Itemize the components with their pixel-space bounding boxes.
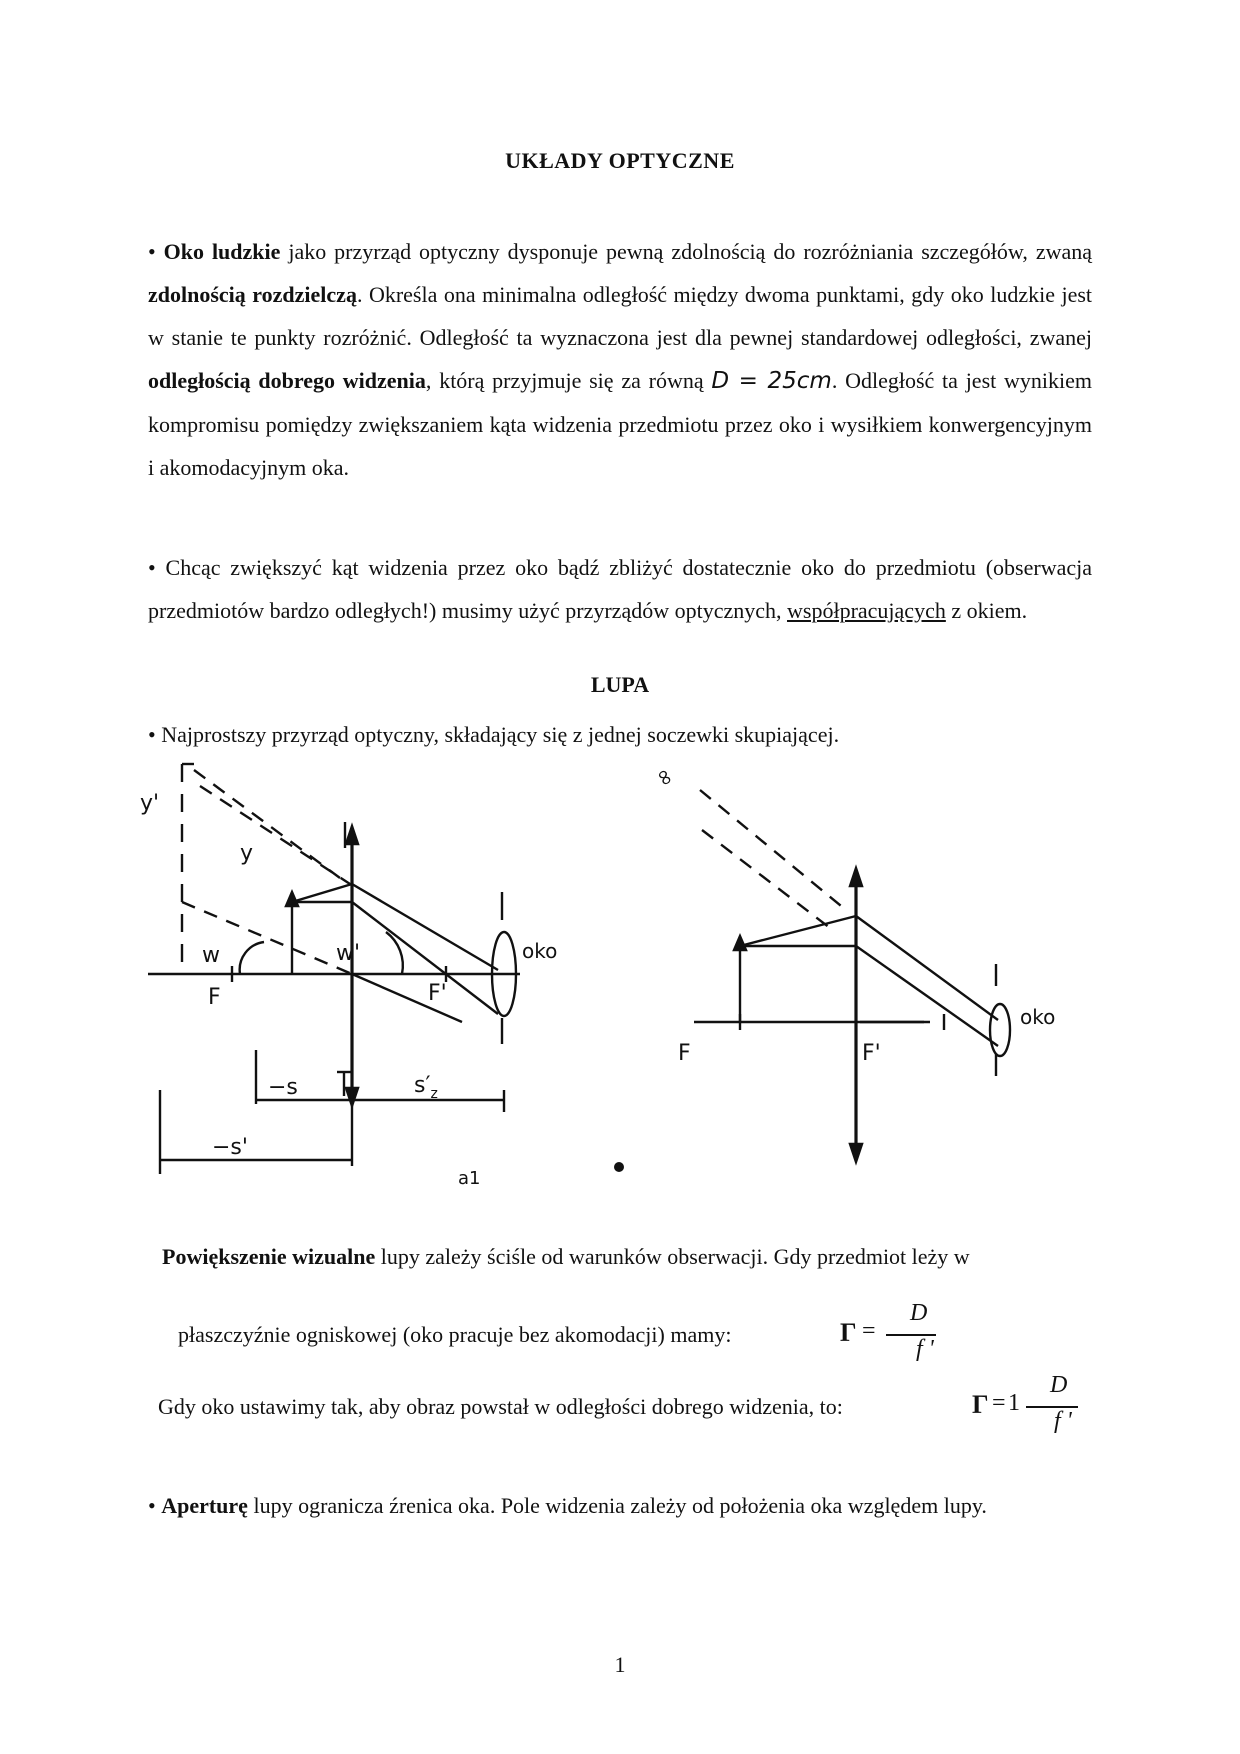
angle-w: [240, 942, 264, 974]
label-f-prime: F': [428, 981, 447, 1006]
label-oko: oko: [522, 939, 558, 963]
paragraph-angle: [148, 546, 1092, 632]
eye-lens: [990, 1004, 1010, 1056]
text-segment: jako przyrząd optyczny dysponuje pewną zdolnością do rozróżniania szczegółów, zwaną: [280, 239, 1093, 264]
object-arrow: [286, 892, 298, 906]
stray-dot: [614, 1162, 624, 1172]
formula-near-point: [972, 1372, 1082, 1442]
label-minus-s: −s: [268, 1075, 298, 1100]
text-segment: Najprostszy przyrząd optyczny, składający się z jednej soczewki skupiającej.: [155, 722, 840, 747]
label-infinity: ∞: [649, 763, 680, 792]
equals-sign: =: [992, 1390, 1006, 1416]
bullet: •: [148, 722, 156, 747]
ray-to-eye: [856, 916, 998, 1020]
label-w-prime: w': [336, 941, 361, 966]
lens-arrow-top: [346, 826, 358, 844]
label-cut: a1: [458, 1168, 481, 1189]
magnifier-diagram: [140, 760, 580, 1200]
page-number: 1: [614, 1652, 626, 1677]
label-f: F: [678, 1041, 691, 1066]
term-near-point: odległością dobrego widzenia: [148, 368, 426, 393]
text-segment: lupy zależy ściśle od warunków obserwacji. Gdy przedmiot leży w: [375, 1244, 970, 1269]
label-w: w: [202, 943, 220, 968]
ray-to-eye: [856, 946, 998, 1046]
ray-to-lens: [292, 884, 352, 902]
term-visual-magnification: Powiększenie wizualne: [162, 1244, 376, 1269]
term-resolving-power: zdolnością rozdzielczą: [148, 282, 357, 307]
formula-no-accommodation: [840, 1300, 950, 1370]
text-segment: z okiem.: [945, 598, 1028, 623]
label-minus-s-prime: −s': [212, 1135, 248, 1160]
gamma-symbol: Γ: [972, 1390, 989, 1419]
paragraph-eye: [148, 230, 1092, 489]
term-aperture: Aperturę: [161, 1493, 248, 1518]
text-segment: Chcąc zwiększyć kąt widzenia przez oko bądź zbliżyć dostatecznie oko do przedmiotu (obserwacja przedmiotów bardzo odległych!) musimy użyć przyrządów optycznych,: [148, 555, 1092, 623]
equals-sign: =: [862, 1318, 876, 1344]
formula-numerator: D: [910, 1300, 928, 1326]
visual-magnification-line: [162, 1242, 970, 1272]
dashed-ray: [700, 790, 846, 910]
object-arrow: [734, 936, 746, 950]
text-segment: , którą przyjmuje się za równą: [425, 368, 712, 393]
formula-denominator: f ': [916, 1336, 934, 1362]
magnifier-infinity-diagram: [649, 763, 1100, 1170]
label-y-prime: y': [140, 791, 160, 816]
label-oko: oko: [1020, 1005, 1056, 1029]
page-title: UKŁADY OPTYCZNE: [505, 148, 735, 173]
lens-arrow-bottom: [850, 1144, 862, 1162]
math-d-25cm: D = 25cm: [711, 368, 832, 394]
text-segment: . Odległość ta jest wynikiem kompromisu pomiędzy zwiększaniem kąta widzenia przedmiotu przez oko i wysiłkiem konwergencyjnym i akomodacyjnym oka.: [148, 368, 1092, 480]
paragraph-lupa: [148, 713, 1092, 756]
label-s-z: $s'_z$: [414, 1073, 438, 1102]
formula-numerator: D: [1050, 1372, 1068, 1398]
text-segment: . Określa ona minimalna odległość między dwoma punktami, gdy oko ludzkie jest w stanie te punkty rozróżnić. Odległość ta wyznaczona jest dla pewnej standardowej odległości, zwanej: [148, 282, 1093, 350]
near-point-line: Gdy oko ustawimy tak, aby obraz powstał w odległości dobrego widzenia, to:: [158, 1394, 843, 1419]
label-f-prime: F': [862, 1041, 881, 1066]
section-heading-lupa: LUPA: [590, 672, 650, 697]
bullet: •: [148, 555, 156, 580]
focal-plane-line: płaszczyźnie ogniskowej (oko pracuje bez akomodacji) mamy:: [178, 1322, 732, 1347]
text-segment: lupy ogranicza źrenica oka. Pole widzenia zależy od położenia oka względem lupy.: [247, 1493, 987, 1518]
dashed-ray: [194, 770, 340, 878]
bullet: •: [148, 1493, 156, 1518]
bullet: •: [148, 239, 156, 264]
dashed-ray: [200, 786, 350, 884]
lens-arrow-top: [850, 868, 862, 886]
ray-to-lens: [740, 916, 856, 946]
term-human-eye: Oko ludzkie: [163, 239, 281, 264]
underlined-word: współpracujących: [787, 598, 946, 623]
formula-denominator: f ': [1054, 1408, 1072, 1434]
formula-one: 1: [1008, 1390, 1020, 1416]
gamma-symbol: Γ: [840, 1318, 857, 1347]
label-f: F: [208, 985, 221, 1010]
label-y: y: [240, 841, 254, 866]
paragraph-aperture: [148, 1484, 1092, 1527]
